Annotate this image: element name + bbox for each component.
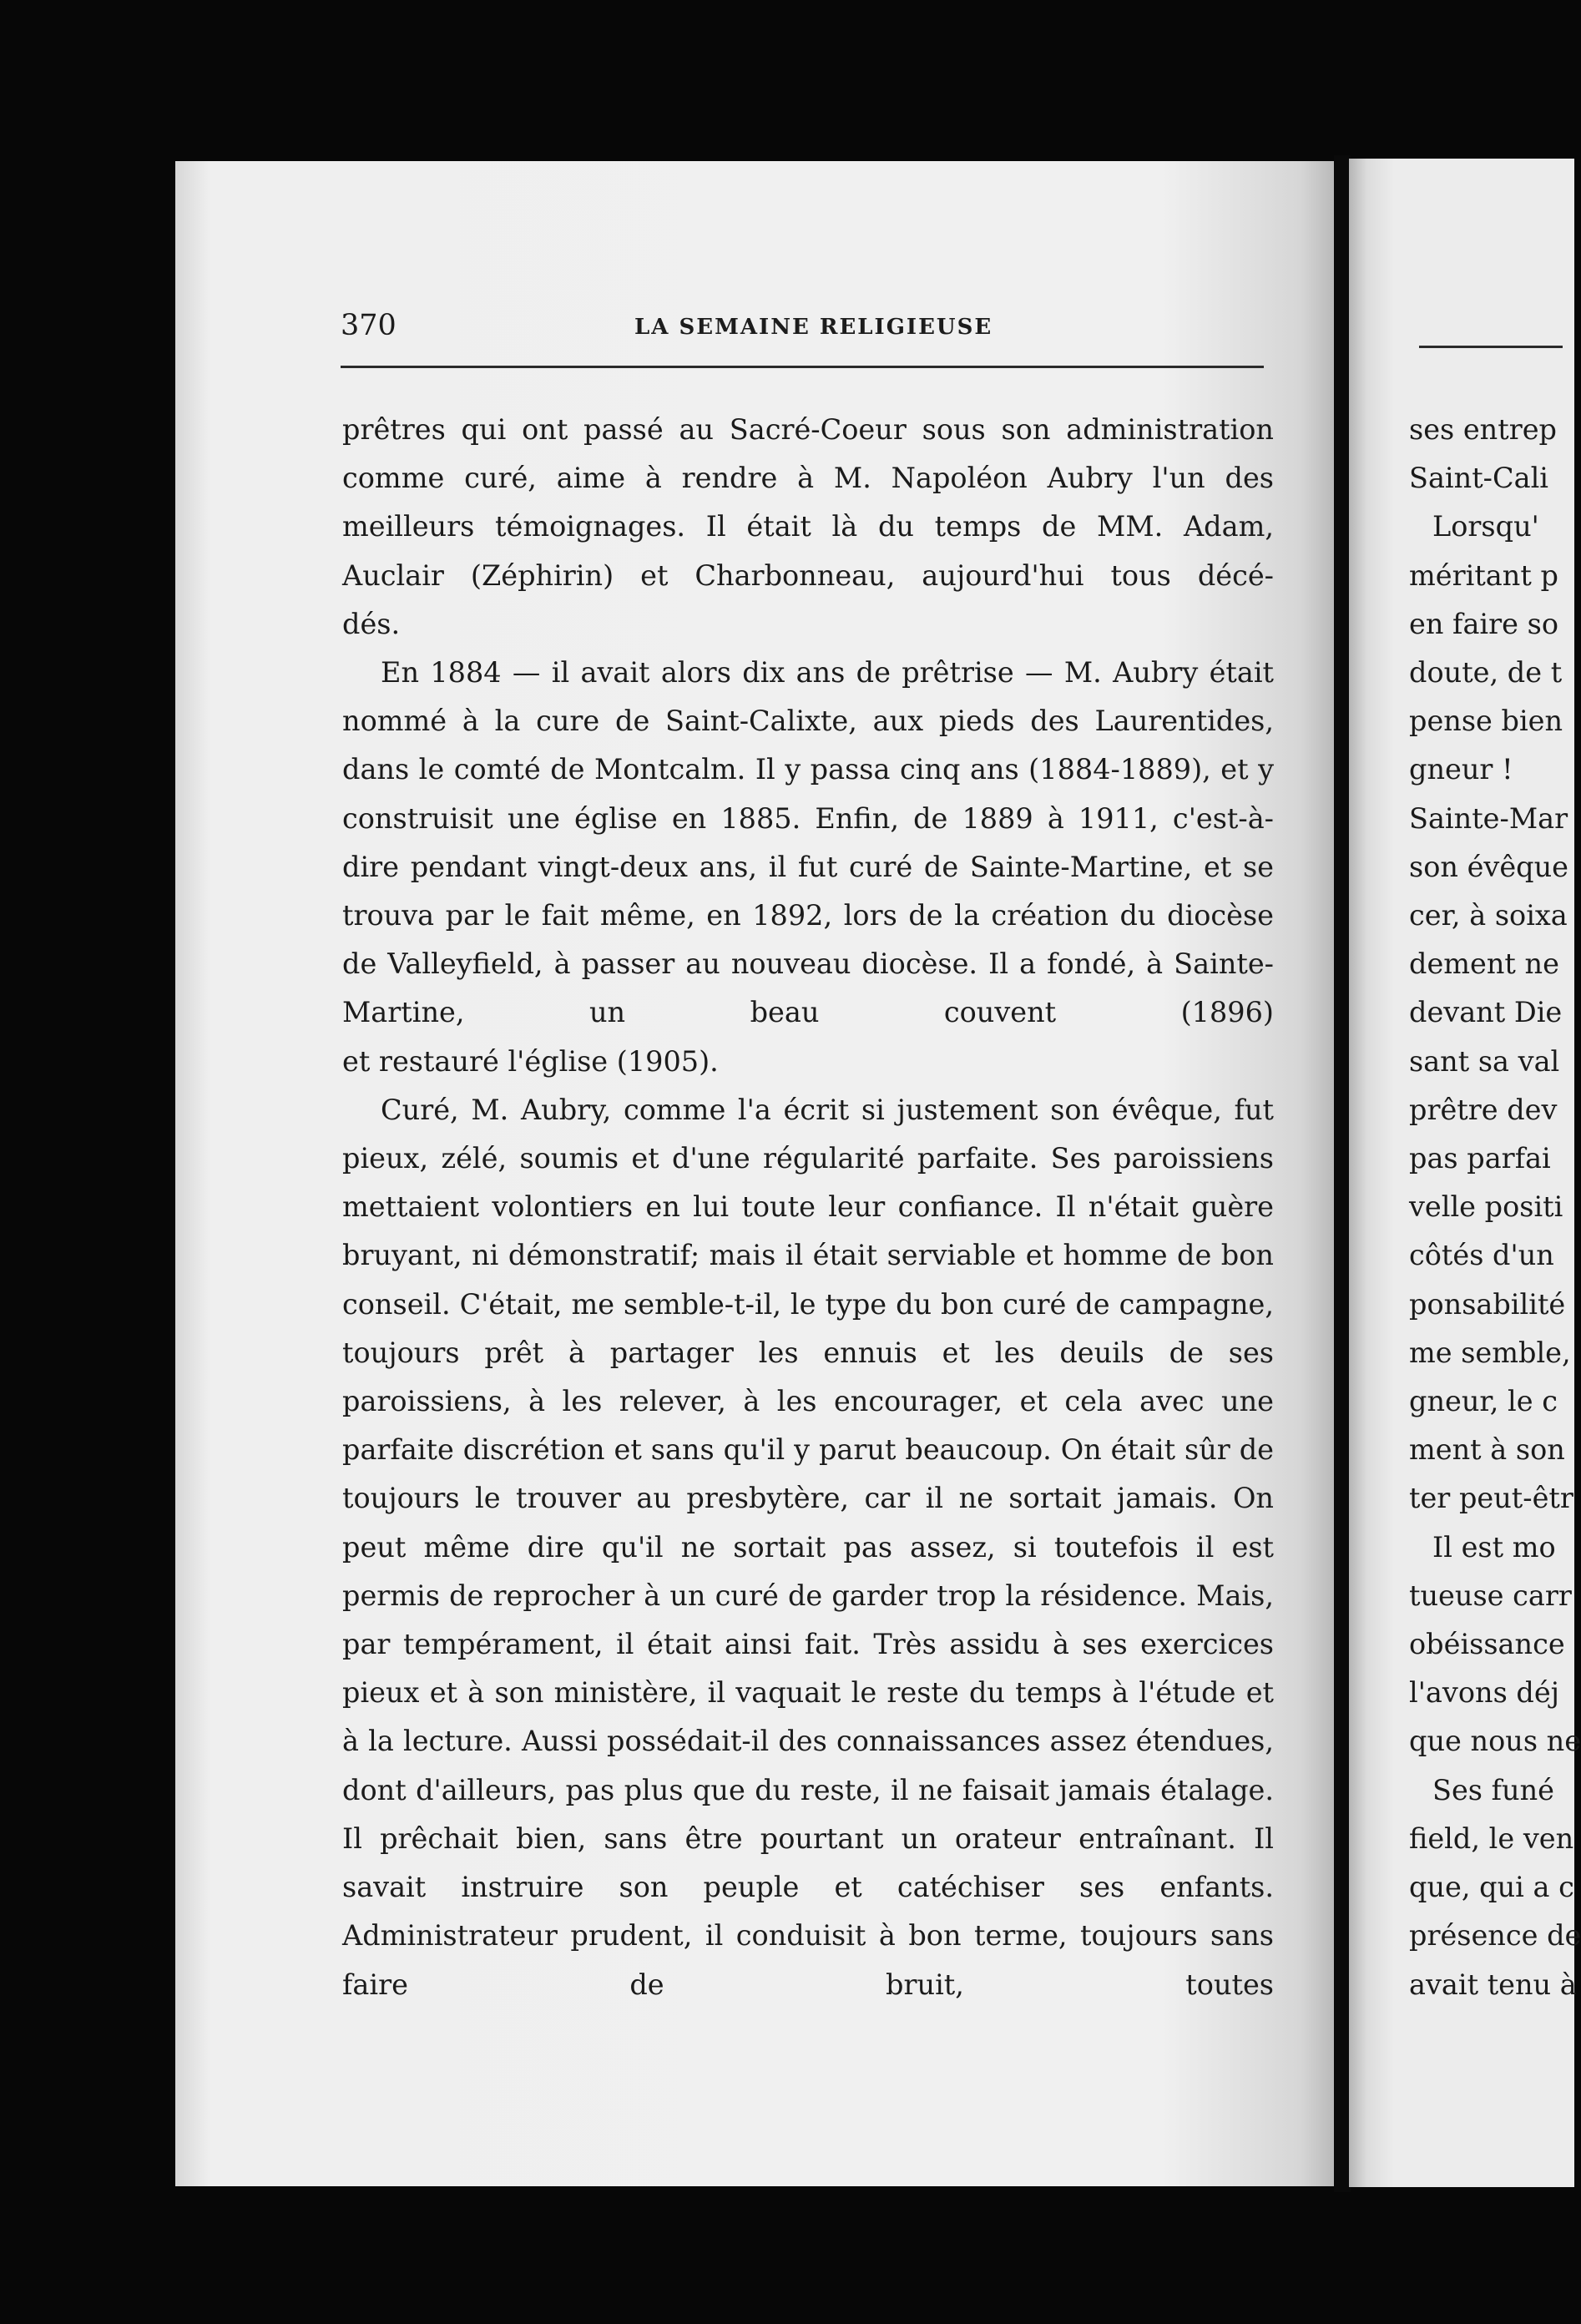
text-line: gneur, le c [1409,1385,1558,1418]
text-line: Sainte-Mar [1409,801,1568,835]
text-line: ment à son [1409,1433,1565,1467]
text-line: velle positi [1409,1190,1563,1224]
page-header [341,309,1267,349]
text-line: côtés d'un [1409,1239,1554,1272]
paragraph: dés. [342,607,401,640]
text-line: field, le ven [1409,1821,1574,1855]
paragraph: En 1884 — il avait alors dix ans de prêtrise — M. Aubry était nommé à la cure de Saint-Calixte, aux pieds des Laurentides, dans le comté de Montcalm. Il y passa cinq ans (1884-1889), et y construisit une église en 1885. Enfin, de 1889 à 1911, c'est-à-dire pendant vingt-deux ans, il fut curé de Sainte-Martine, et se trouva par le fait même, en 1892, lors de la création du diocèse de Valleyfield, à passer au nouveau diocèse. Il a fondé, à Sainte-Martine, un beau couvent (1896) [342,656,1274,1029]
text-line: en faire so [1409,607,1558,640]
text-line: pas parfai [1409,1142,1551,1175]
text-line: Ses funé [1432,1773,1554,1806]
text-line: Il est mo [1432,1530,1556,1564]
header-rule [341,366,1264,368]
paragraph: prêtres qui ont passé au Sacré-Coeur sous son administration comme curé, aime à rendre à M. Napoléon Aubry l'un des meilleurs témoignages. Il était là du temps de MM. Adam, Auclair (Zéphirin) et Charbonneau, aujourd'hui tous décé- [342,413,1274,592]
text-line: pense bien [1409,705,1563,738]
text-line: que, qui a c [1409,1871,1574,1904]
text-line: l'avons déj [1409,1676,1560,1710]
text-line: prêtre dev [1409,1093,1558,1126]
text-line: ses entrep [1409,413,1558,446]
right-page-body [1409,406,1581,2009]
text-line: ter peut-êtr [1409,1482,1573,1515]
text-line: avait tenu à [1409,1968,1577,2001]
text-line: me semble, [1409,1336,1571,1369]
text-line: dement ne [1409,947,1559,981]
text-line: doute, de t [1409,656,1563,690]
text-line: tueuse carr [1409,1579,1572,1612]
page-number: 370 [341,309,397,342]
text-line: présence de [1409,1919,1581,1953]
text-line: son évêque [1409,850,1569,883]
right-header-rule [1419,346,1563,348]
text-line: obéissance [1409,1628,1565,1661]
text-line: gneur ! [1409,753,1513,786]
text-line: Saint-Cali [1409,462,1549,495]
text-line: Lorsqu' [1432,510,1539,543]
text-line: sant sa val [1409,1044,1560,1078]
text-line: ponsabilité [1409,1287,1566,1321]
left-page-body [342,406,1274,2009]
running-title: LA SEMAINE RELIGIEUSE [634,315,993,340]
text-line: devant Die [1409,996,1563,1029]
book-gutter [1334,155,1351,2192]
paragraph: et restauré l'église (1905). [342,1044,719,1078]
text-line: cer, à soixa [1409,899,1568,932]
paragraph: Curé, M. Aubry, comme l'a écrit si justement son évêque, fut pieux, zélé, soumis et d'une régularité parfaite. Ses paroissiens mettaient volontiers en lui toute leur confiance. Il n'était guère bruyant, ni démonstratif; mais il était serviable et homme de bon conseil. C'était, me semble-t-il, le type du bon curé de campagne, toujours prêt à partager les ennuis et les deuils de ses paroissiens, à les relever, à les encourager, et cela avec une parfaite discrétion et sans qu'il y parut beaucoup. On était sûr de toujours le trouver au presbytère, car il ne sortait jamais. On peut même dire qu'il ne sortait pas assez, si toutefois il est permis de reprocher à un curé de garder trop la résidence. Mais, par tempérament, il était ainsi fait. Très assidu à ses exercices pieux et à son ministère, il vaquait le reste du temps à l'étude et à la lecture. Aussi possédait-il des connaissances assez étendues, dont d'ailleurs, pas plus que du reste, il ne faisait jamais étalage. Il prêchait bien, sans être pourtant un orateur entraînant. Il savait instruire son peuple et catéchiser ses enfants. Administrateur prudent, il conduisit à bon terme, toujours sans faire de bruit, toutes [342,1093,1274,2001]
text-line: que nous ne [1409,1725,1581,1758]
text-line: méritant p [1409,558,1558,592]
